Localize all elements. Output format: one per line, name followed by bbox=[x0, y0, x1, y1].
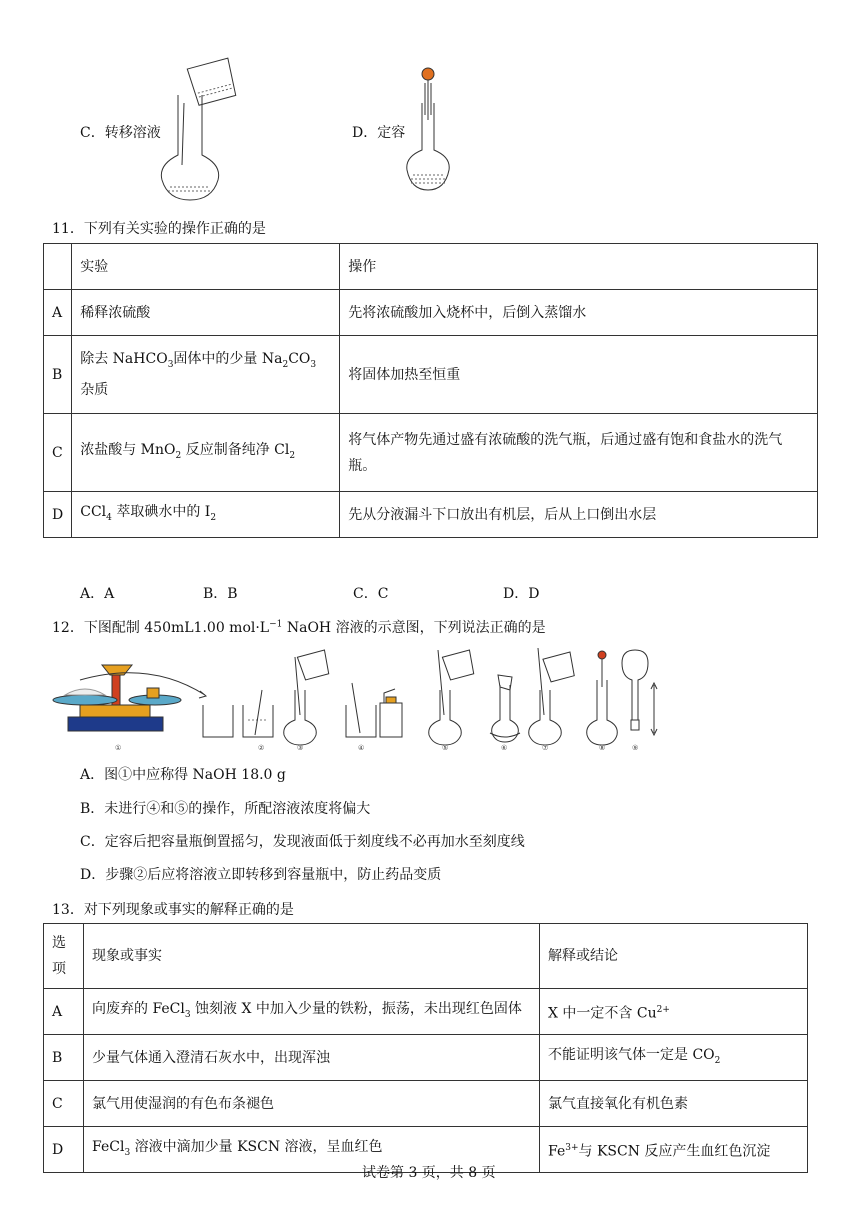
table-row bbox=[44, 1035, 808, 1081]
balance-icon bbox=[53, 665, 206, 731]
table-row bbox=[44, 989, 808, 1035]
q11-table bbox=[43, 243, 818, 538]
step-label-1: ① bbox=[115, 744, 122, 752]
step-label-2: ② bbox=[258, 744, 265, 752]
q12-choice-d[interactable]: D．步骤②后应将溶液立即转移到容量瓶中，防止药品变质 bbox=[80, 867, 442, 883]
table-cell: 除去 NaHCO$_3$固体中的少量 $Na_2CO_3$ 杂质 bbox=[72, 336, 340, 414]
table-row bbox=[44, 492, 818, 538]
table-cell: D bbox=[44, 492, 72, 538]
table-cell: CCl$_4$ 萃取碘水中的 $I_2$ bbox=[72, 492, 340, 538]
table-cell: A bbox=[44, 290, 72, 336]
table-row bbox=[44, 244, 818, 290]
q12-title: 12．下图配制 450mL1.00 $mol\cdot L^{-1}$ NaOH 溶液的示意图，下列说法正确的是 bbox=[52, 619, 546, 636]
table-cell: 现象或事实 bbox=[84, 924, 540, 989]
page-footer: 试卷第 3 页，共 8 页 bbox=[362, 1165, 496, 1181]
table-cell: 先从分液漏斗下口放出有机层，后从上口倒出水层 bbox=[340, 492, 818, 538]
q11-choice-d[interactable]: D．D bbox=[503, 586, 540, 602]
table-cell: 少量气体通入澄清石灰水中，出现浑浊 bbox=[84, 1035, 540, 1081]
step-label-7: ⑦ bbox=[542, 744, 549, 752]
table-cell: 氯气用使湿润的有色布条褪色 bbox=[84, 1081, 540, 1127]
q12-choice-c[interactable]: C．定容后把容量瓶倒置摇匀，发现液面低于刻度线不必再加水至刻度线 bbox=[80, 834, 525, 850]
table-cell: $Fe^{3+}$与 KSCN 反应产生血红色沉淀 bbox=[540, 1127, 808, 1173]
table-cell: A bbox=[44, 989, 84, 1035]
table-cell: 先将浓硫酸加入烧杯中，后倒入蒸馏水 bbox=[340, 290, 818, 336]
table-cell: 稀释浓硫酸 bbox=[72, 290, 340, 336]
table-cell: 不能证明该气体一定是 $CO_2$ bbox=[540, 1035, 808, 1081]
table-cell: D bbox=[44, 1127, 84, 1173]
table-cell: 解释或结论 bbox=[540, 924, 808, 989]
table-row bbox=[44, 1081, 808, 1127]
step-label-4: ④ bbox=[358, 744, 365, 752]
table-cell: FeCl$_3$ 溶液中滴加少量 KSCN 溶液，呈血红色 bbox=[84, 1127, 540, 1173]
step-label-3: ③ bbox=[297, 744, 304, 752]
make-volume-figure bbox=[405, 65, 455, 195]
table-row bbox=[44, 924, 808, 989]
table-cell: B bbox=[44, 336, 72, 414]
table-row bbox=[44, 336, 818, 414]
table-cell: 氯气直接氧化有机色素 bbox=[540, 1081, 808, 1127]
table-cell: 将气体产物先通过盛有浓硫酸的洗气瓶，后通过盛有饱和食盐水的洗气瓶。 bbox=[340, 414, 818, 492]
table-cell: 选项 bbox=[44, 924, 84, 989]
table-cell: 将固体加热至恒重 bbox=[340, 336, 818, 414]
solution-prep-steps-figure bbox=[50, 645, 670, 755]
q11-choice-c[interactable]: C．C bbox=[353, 586, 389, 602]
q11-title: 11．下列有关实验的操作正确的是 bbox=[52, 221, 266, 237]
q12-choice-a[interactable]: A．图①中应称得 NaOH 18.0 g bbox=[80, 767, 286, 783]
table-cell: X 中一定不含 $Cu^{2+}$ bbox=[540, 989, 808, 1035]
q13-title: 13．对下列现象或事实的解释正确的是 bbox=[52, 902, 294, 918]
step-label-8: ⑧ bbox=[599, 744, 606, 752]
table-cell: C bbox=[44, 414, 72, 492]
table-cell: 实验 bbox=[72, 244, 340, 290]
q11-choice-b[interactable]: B．B bbox=[203, 586, 238, 602]
q12-choice-b[interactable]: B．未进行④和⑤的操作，所配溶液浓度将偏大 bbox=[80, 801, 371, 817]
step-label-9: ⑨ bbox=[632, 744, 639, 752]
table-cell: C bbox=[44, 1081, 84, 1127]
transfer-solution-figure bbox=[160, 55, 250, 205]
table-row bbox=[44, 414, 818, 492]
table-cell bbox=[44, 244, 72, 290]
step-label-5: ⑤ bbox=[442, 744, 449, 752]
q13-table bbox=[43, 923, 808, 1173]
table-cell: 浓盐酸与 MnO$_2$ 反应制备纯净 $Cl_2$ bbox=[72, 414, 340, 492]
option-d-label: D．定容 bbox=[352, 125, 406, 141]
table-row bbox=[44, 290, 818, 336]
table-cell: B bbox=[44, 1035, 84, 1081]
step-label-6: ⑥ bbox=[501, 744, 508, 752]
option-c-label: C．转移溶液 bbox=[80, 125, 161, 141]
table-cell: 向废弃的 FeCl$_3$ 蚀刻液 X 中加入少量的铁粉，振荡，未出现红色固体 bbox=[84, 989, 540, 1035]
table-cell: 操作 bbox=[340, 244, 818, 290]
q11-choice-a[interactable]: A．A bbox=[80, 586, 115, 602]
